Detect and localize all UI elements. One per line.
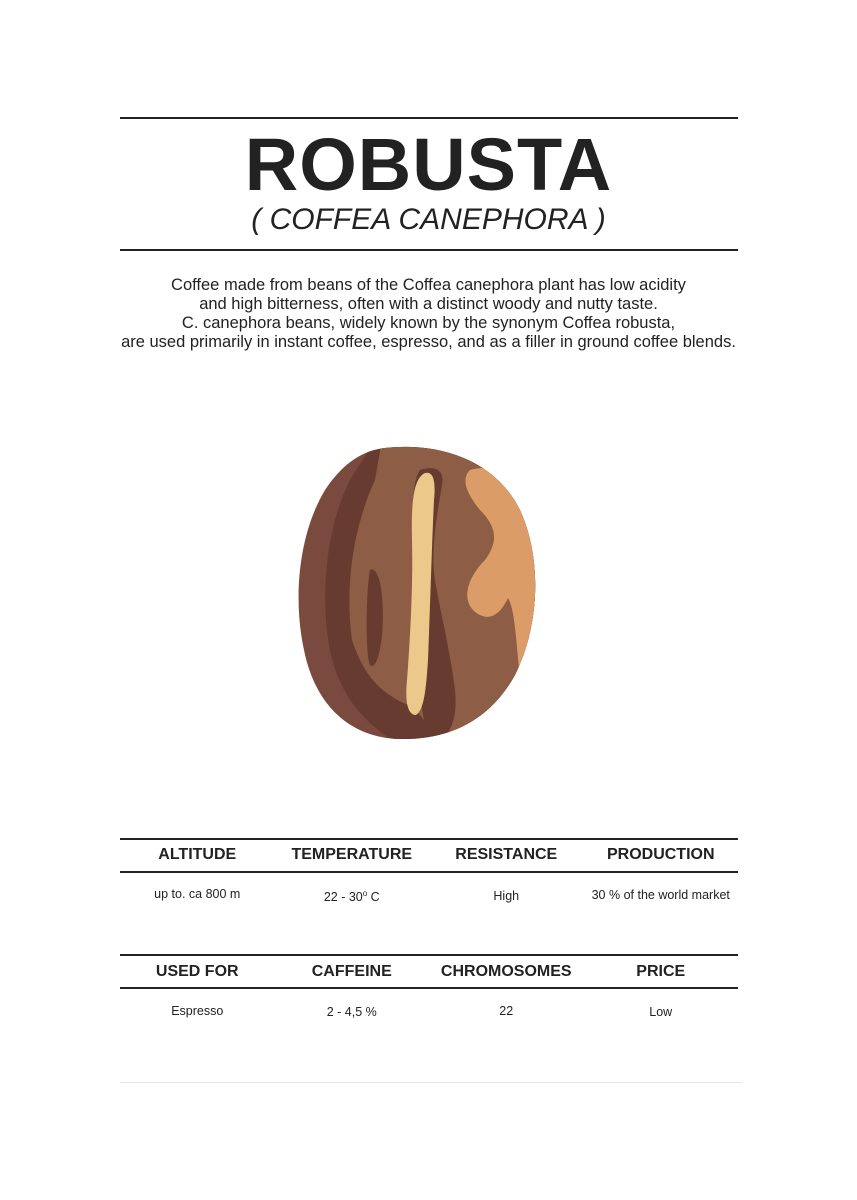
value-chromosomes: 22 [499, 1004, 514, 1018]
header-used-for: USED FOR [155, 963, 239, 980]
value-used-for: Espresso [171, 1004, 224, 1018]
value-production: 30 % of the world market [591, 888, 730, 902]
header-resistance: RESISTANCE [455, 846, 558, 863]
header-temperature: TEMPERATURE [291, 846, 413, 863]
value-price: Low [649, 1005, 673, 1019]
value-caffeine: 2 - 4,5 % [326, 1005, 377, 1019]
value-resistance: High [493, 889, 520, 903]
title-bottom-rule [120, 249, 738, 251]
top-rule [120, 117, 738, 119]
description [0, 276, 857, 352]
temperature-range: 22 - 30 [323, 890, 363, 905]
table2-header-rule [120, 987, 738, 989]
page-subtitle: ( COFFEA CANEPHORA ) [251, 203, 606, 236]
table1-header-rule [120, 871, 738, 873]
header-production: PRODUCTION [606, 846, 715, 863]
header-caffeine: CAFFEINE [311, 963, 392, 980]
degree-symbol: o [362, 889, 368, 898]
value-temperature [275, 889, 430, 904]
description-line: Coffee made from beans of the Coffea canephora plant has low acidity [171, 276, 686, 294]
value-altitude: up to. ca 800 m [154, 887, 241, 901]
header-chromosomes: CHROMOSOMES [440, 963, 572, 980]
temperature-unit: C [367, 890, 380, 905]
table1-top-rule [120, 838, 738, 840]
description-line: are used primarily in instant coffee, espresso, and as a filler in ground coffee blends. [121, 333, 736, 351]
table1-value-row [120, 887, 738, 904]
table1-header-row [120, 846, 738, 864]
description-line: and high bitterness, often with a distinct woody and nutty taste. [199, 295, 658, 313]
header-altitude: ALTITUDE [158, 846, 237, 863]
bottom-rule [120, 1082, 742, 1083]
page-title: ROBUSTA [244, 123, 613, 206]
table2-top-rule [120, 954, 738, 956]
table2-header-row [120, 963, 738, 981]
header-price: PRICE [636, 963, 686, 980]
table2-value-row [120, 1004, 738, 1019]
description-line: C. canephora beans, widely known by the synonym Coffea robusta, [181, 314, 676, 332]
coffee-bean-icon [290, 440, 550, 750]
